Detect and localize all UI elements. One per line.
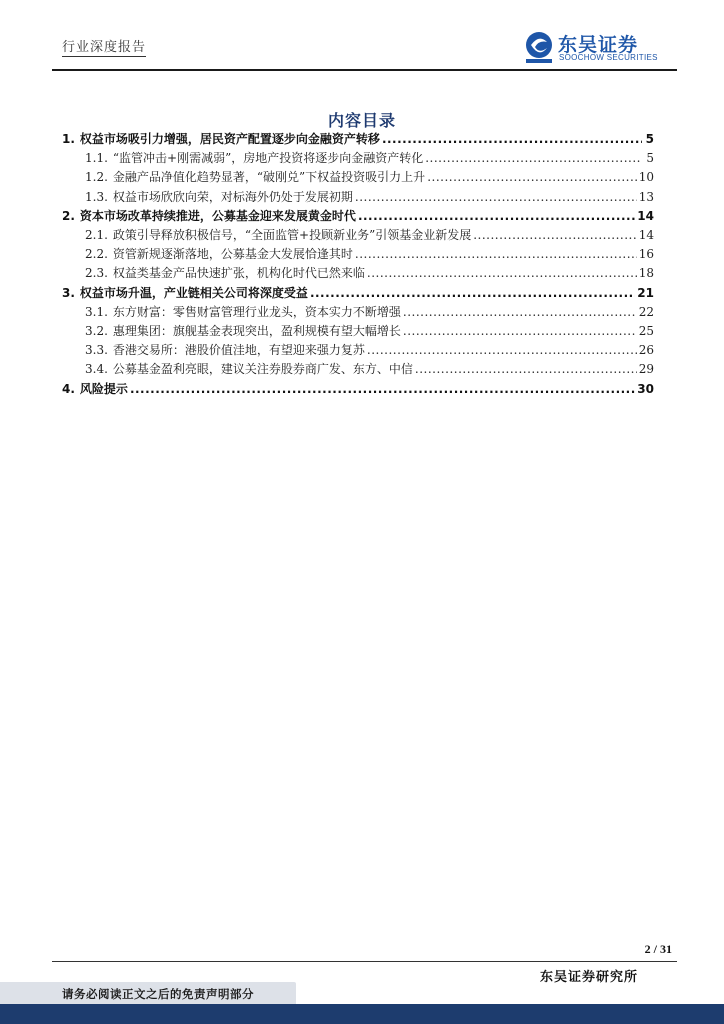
toc-entry-title: 权益类基金产品快速扩张，机构化时代已然来临 <box>112 266 365 281</box>
toc-entry-title: “监管冲击+刚需减弱”，房地产投资将逐步向金融资产转化 <box>112 151 424 166</box>
toc-entry[interactable] <box>85 263 654 283</box>
toc-entry-title: 惠理集团：旗舰基金表现突出，盈利规模有望大幅增长 <box>112 324 401 338</box>
toc-entry-page: 26 <box>638 343 654 358</box>
toc-entry[interactable] <box>62 206 654 226</box>
toc-dot-leader <box>130 379 635 399</box>
toc-entry-title: 资管新规逐渐落地，公募基金大发展恰逢其时 <box>112 247 353 262</box>
toc-entry-page: 5 <box>646 151 654 166</box>
toc-entry-number: 3.3. <box>85 343 108 358</box>
toc-dot-leader <box>403 321 637 341</box>
toc-entry-page: 25 <box>638 324 654 338</box>
toc-entry-title: 风险提示 <box>79 381 128 396</box>
toc-entry-number: 1. <box>62 132 75 146</box>
page-number: 2 / 31 <box>644 942 672 956</box>
disclaimer-text: 请务必阅读正文之后的免责声明部分 <box>62 987 254 1001</box>
toc-entry[interactable] <box>85 321 654 341</box>
toc-entry-page: 29 <box>638 362 654 377</box>
toc-entry-number: 3.4. <box>85 362 108 377</box>
toc-dot-leader <box>415 359 637 379</box>
toc-entry-number: 2.2. <box>85 247 108 262</box>
toc-entry-page: 16 <box>638 247 654 262</box>
research-institute: 东吴证券研究所 <box>539 970 638 985</box>
toc-entry[interactable] <box>85 167 654 187</box>
toc-entry-number: 2.3. <box>85 266 108 281</box>
toc-entry-title: 权益市场吸引力增强，居民资产配置逐步向金融资产转移 <box>79 132 380 146</box>
toc-entry-title: 权益市场欣欣向荣，对标海外仍处于发展初期 <box>112 189 353 204</box>
toc-entry-number: 4. <box>62 381 75 396</box>
toc-entry-number: 2. <box>62 208 75 223</box>
toc-entry-title: 资本市场改革持续推进，公募基金迎来发展黄金时代 <box>79 208 356 223</box>
toc-entry-number: 3.2. <box>85 324 108 338</box>
toc-dot-leader <box>425 148 642 168</box>
toc-entry[interactable] <box>62 283 654 303</box>
company-logo <box>522 30 672 66</box>
toc-entry-number: 2.1. <box>85 228 108 242</box>
brand-name-cn: 东吴证券 <box>558 34 639 56</box>
toc-entry[interactable] <box>85 359 654 379</box>
toc-dot-leader <box>473 225 636 245</box>
toc-entry-number: 3.1. <box>85 304 108 319</box>
brand-name-en: SOOCHOW SECURITIES <box>559 53 658 62</box>
toc-entry[interactable] <box>85 225 654 245</box>
toc-dot-leader <box>358 206 635 226</box>
toc-entry-page: 22 <box>638 304 654 319</box>
toc-entry[interactable] <box>85 340 654 360</box>
toc-entry[interactable] <box>85 244 654 264</box>
toc-entry-number: 1.2. <box>85 170 108 185</box>
header-divider <box>52 69 677 71</box>
toc-entry[interactable] <box>85 302 654 322</box>
toc-entry-page: 21 <box>637 285 654 300</box>
toc-entry[interactable] <box>85 187 654 207</box>
toc-dot-leader <box>382 129 642 149</box>
toc-dot-leader <box>355 244 637 264</box>
toc-entry-number: 1.1. <box>85 151 108 166</box>
toc-entry-title: 政策引导释放积极信号，“全面监管+投顾新业务”引领基金业新发展 <box>112 228 472 242</box>
toc-title: 内容目录 <box>327 111 396 130</box>
toc-entry-page: 14 <box>637 208 654 223</box>
toc-entry-number: 1.3. <box>85 189 108 204</box>
toc-entry-page: 30 <box>637 381 654 396</box>
toc-entry-title: 香港交易所：港股价值洼地，有望迎来强力复苏 <box>112 343 365 358</box>
footer-divider <box>52 961 677 962</box>
toc-entry-title: 金融产品净值化趋势显著，“破刚兑”下权益投资吸引力上升 <box>112 170 426 185</box>
toc-entry[interactable] <box>62 129 654 149</box>
soochow-logo-icon <box>522 30 556 64</box>
footer-bar <box>0 1004 724 1024</box>
toc-dot-leader <box>367 263 637 283</box>
toc-dot-leader <box>355 187 637 207</box>
toc-entry-page: 18 <box>638 266 654 281</box>
toc-entry-title: 公募基金盈利亮眼，建议关注券股券商广发、东方、中信 <box>112 362 413 377</box>
toc-dot-leader <box>310 283 635 303</box>
toc-dot-leader <box>367 340 637 360</box>
toc-entry-page: 10 <box>638 170 654 185</box>
toc-entry[interactable] <box>62 379 654 399</box>
toc-entry-title: 权益市场升温，产业链相关公司将深度受益 <box>79 285 308 300</box>
toc-entry-title: 东方财富：零售财富管理行业龙头，资本实力不断增强 <box>112 304 401 319</box>
toc-entry[interactable] <box>85 148 654 168</box>
toc-entry-page: 5 <box>645 132 654 146</box>
toc-entry-page: 14 <box>638 228 654 242</box>
toc-entry-page: 13 <box>638 189 654 204</box>
report-category: 行业深度报告 <box>62 36 146 57</box>
toc-entry-number: 3. <box>62 285 75 300</box>
toc-dot-leader <box>403 302 637 322</box>
toc-dot-leader <box>427 167 637 187</box>
